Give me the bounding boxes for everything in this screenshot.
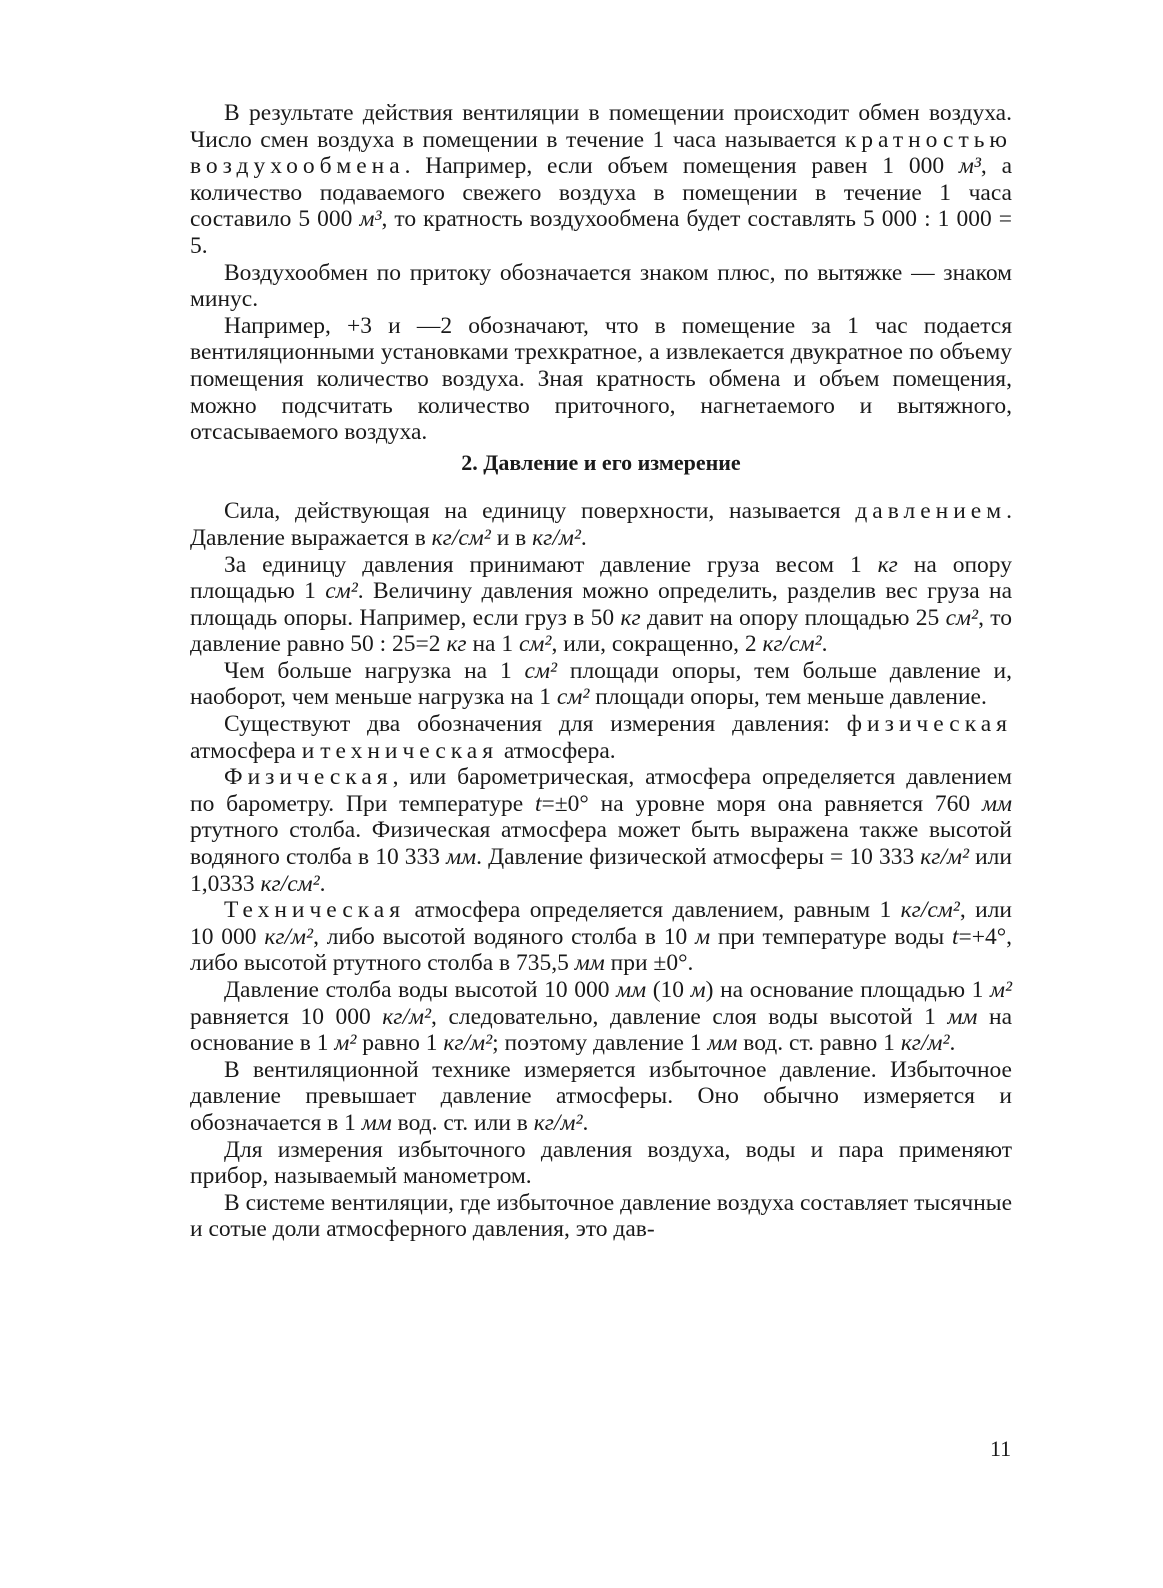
paragraph-air-exchange: В результате действия вентиляции в помещении происходит обмен воздуха. Число смен воздуха в помещении в течение 1 часа называется кратностью воздухообмена. Например, если объем помещения равен 1 000 м³, а количество подаваемого свежего воздуха в помещении в течение 1 часа составило 5 000 м³, то кратность воздухообмена будет составлять 5 000 : 1 000 = 5.	[190, 100, 1012, 259]
paragraph-two-atmospheres: Существуют два обозначения для измерения давления: физическая атмосфера и техническая атмосфера.	[190, 711, 1012, 764]
paragraph-pressure-unit: За единицу давления принимают давление груза весом 1 кг на опору площадью 1 см². Величину давления можно определить, разделив вес груза на площадь опоры. Например, если груз в 50 кг давит на опору площадью 25 см², то давление равно 50 : 25=2 кг на 1 см², или, сокращенно, 2 кг/см².	[190, 551, 1013, 658]
page-body	[190, 100, 1012, 1243]
section-heading: 2. Давление и его измерение	[461, 449, 741, 475]
term-spaced: Техническая	[224, 897, 406, 924]
paragraph-load-relation: Чем больше нагрузка на 1 см² площади опоры, тем больше давление и, наоборот, чем меньше нагрузка на 1 см² площади опоры, тем меньше давление.	[190, 657, 1013, 711]
paragraph-manometer: Для измерения избыточного давления воздуха, воды и пара применяют прибор, называемый манометром.	[190, 1136, 1012, 1190]
paragraph-sign-convention: Воздухообмен по притоку обозначается знаком плюс, по вытяжке — знаком минус.	[190, 259, 1012, 313]
term-spaced: давлением	[855, 498, 1007, 525]
term-spaced: физическая	[846, 711, 1012, 738]
paragraph-pressure-definition: Сила, действующая на единицу поверхности, называется давлением. Давление выражается в кг/см² и в кг/м².	[190, 498, 1012, 551]
term-spaced: кратностью воздухообмена	[190, 126, 1012, 180]
term-spaced: техническая	[320, 737, 499, 764]
page-number: 11	[990, 1436, 1012, 1461]
paragraph-technical-atmosphere: Техническая атмосфера определяется давлением, равным 1 кг/см², или 10 000 кг/м², либо высотой водяного столба в 10 м при температуре воды t=+4°, либо высотой ртутного столба в 735,5 мм при ±0°.	[190, 897, 1013, 977]
paragraph-water-column: Давление столба воды высотой 10 000 мм (10 м) на основание площадью 1 м² равняется 10 000 кг/м², следовательно, давление слоя воды высотой 1 мм на основание в 1 м² равно 1 кг/м²; поэтому давление 1 мм вод. ст. равно 1 кг/м².	[190, 977, 1013, 1057]
paragraph-physical-atmosphere: Физическая, или барометрическая, атмосфера определяется давлением по барометру. При температуре t=±0° на уровне моря она равняется 760 мм ртутного столба. Физическая атмосфера может быть выражена также высотой водяного столба в 10 333 мм. Давление физической атмосферы = 10 333 кг/м² или 1,0333 кг/см².	[190, 764, 1012, 897]
paragraph-ventilation-system: В системе вентиляции, где избыточное давление воздуха составляет тысячные и сотые доли атмосферного давления, это дав-	[190, 1189, 1012, 1243]
term-spaced: Физическая	[224, 764, 393, 791]
paragraph-excess-pressure: В вентиляционной технике измеряется избыточное давление. Избыточное давление превышает давление атмосферы. Оно обычно измеряется и обозначается в 1 мм вод. ст. или в кг/м².	[190, 1056, 1012, 1136]
paragraph-example: Например, +3 и —2 обозначают, что в помещение за 1 час подается вентиляционными установками трехкратное, а извлекается двукратное по объему помещения количество воздуха. Зная кратность обмена и объем помещения, можно подсчитать количество приточного, нагнетаемого и вытяжного, отсасываемого воздуха.	[190, 312, 1012, 446]
